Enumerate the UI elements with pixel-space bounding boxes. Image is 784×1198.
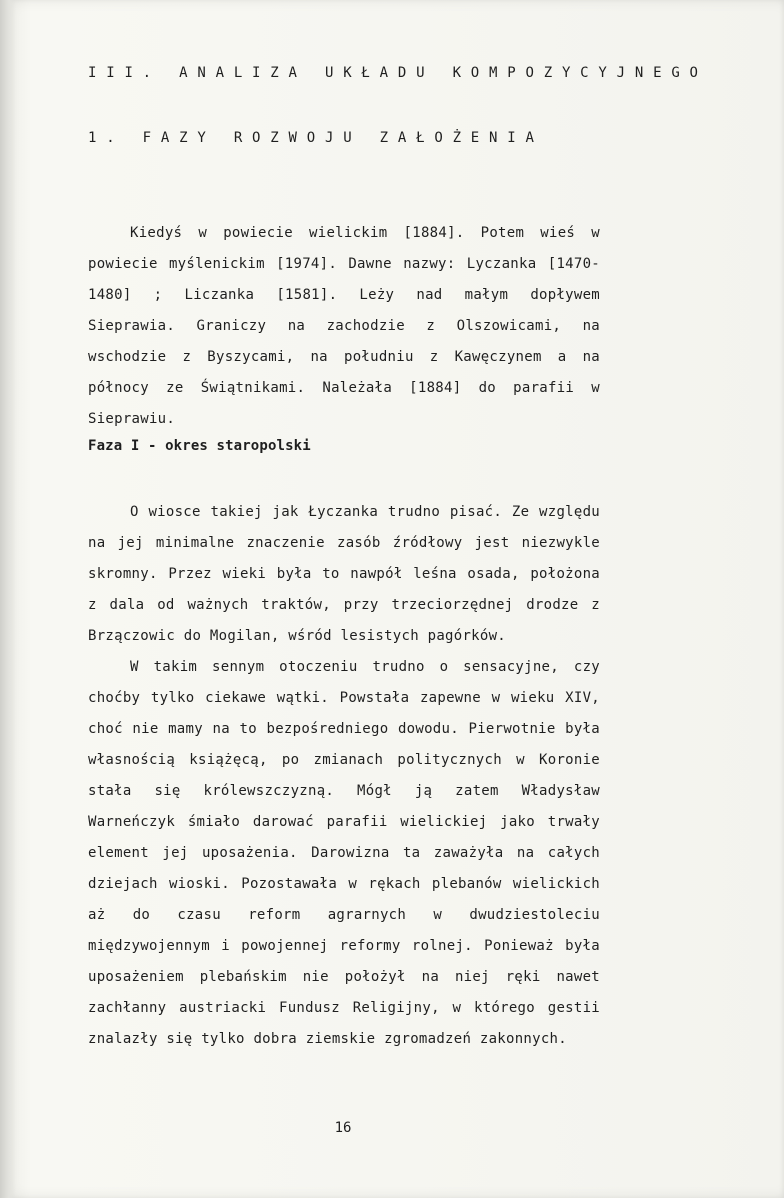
phase-one-paragraph-2: W takim sennym otoczeniu trudno o sensacyjne, czy choćby tylko ciekawe wątki. Powstała zapewne w wieku XIV, choć nie mamy na to bezpośredniego dowodu. Pierwotnie była własnością książęcą, po zmianach politycznych w Koronie stała się królewszczyzną. Mógł ją zatem Władysław Warneńczyk śmiało darować parafii wielickiej jako trwały element jej uposażenia. Darowizna ta zaważyła na całych dziejach wioski. Pozostawała w rękach plebanów wielickich aż do czasu reform agrarnych w dwudziestoleciu międzywojennym i powojennej reformy rolnej. Ponieważ była uposażeniem plebańskim nie położył na niej ręki nawet zachłanny austriacki Fundusz Religijny, w którego gestii znalazły się tylko dobra ziemskie zgromadzeń zakonnych. [88, 659, 600, 1047]
intro-paragraph: Kiedyś w powiecie wielickim [1884]. Potem wieś w powiecie myślenickim [1974]. Dawne nazwy: Lyczanka [1470-1480] ; Liczanka [1581]. Leży nad małym dopływem Sieprawia. Graniczy na zachodzie z Olszowicami, na wschodzie z Byszycami, na południu z Kawęczynem a na północy ze Świątnikami. Należała [1884] do parafii w Sieprawiu. [88, 225, 600, 427]
page-number: 16 [334, 1120, 352, 1136]
page-left-shadow [0, 0, 16, 1198]
section-heading: 1. FAZY ROZWOJU ZAŁOŻENIA [88, 130, 544, 146]
phase-one-paragraph-1: O wiosce takiej jak Łyczanka trudno pisać. Ze względu na jej minimalne znaczenie zasób źródłowy jest niezwykle skromny. Przez wieki była to nawpół leśna osada, położona z dala od ważnych traktów, przy trzeciorzędnej drodze z Brzączowic do Mogilan, wśród lesistych pagórków. [88, 504, 600, 644]
chapter-heading: III. ANALIZA UKŁADU KOMPOZYCYJNEGO [88, 65, 708, 81]
phase-one-heading: Faza I - okres staropolski [88, 438, 311, 454]
phase-one-text-block [88, 497, 600, 1055]
intro-text-block [88, 218, 600, 435]
